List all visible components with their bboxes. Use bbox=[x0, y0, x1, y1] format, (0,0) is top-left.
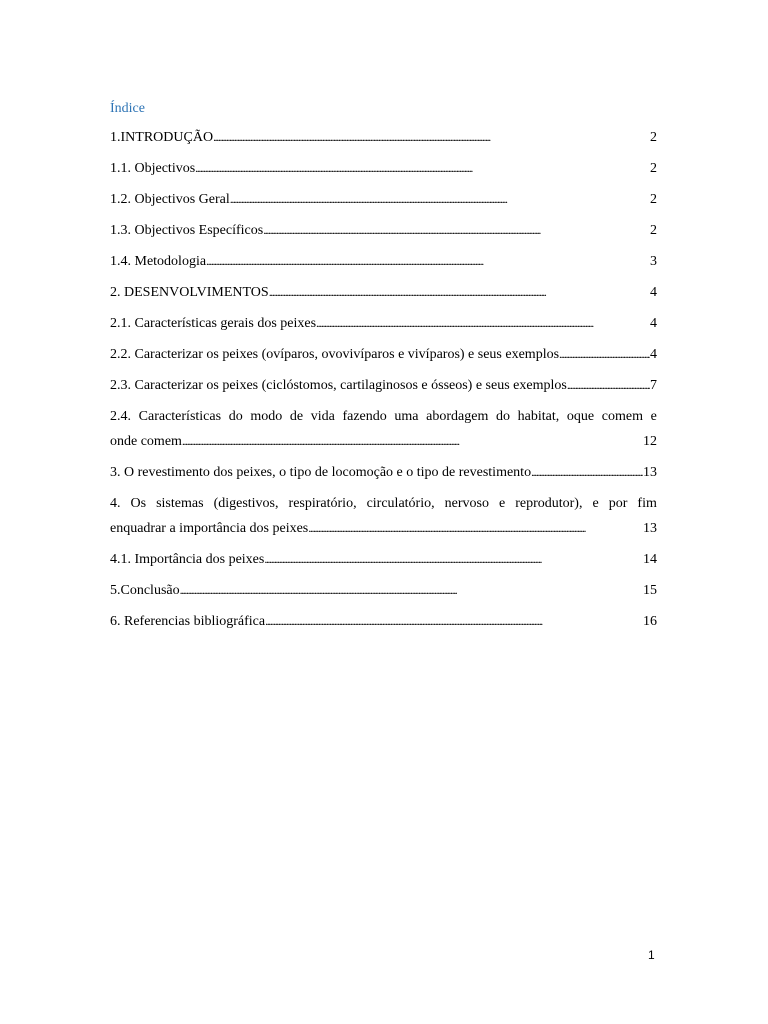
toc-leader-dots bbox=[182, 429, 643, 454]
toc-entry[interactable] bbox=[110, 218, 657, 243]
toc-entry[interactable] bbox=[110, 404, 657, 454]
toc-entry-page: 2 bbox=[650, 223, 657, 238]
toc-word: (digestivos, bbox=[213, 496, 279, 511]
toc-entry[interactable] bbox=[110, 280, 657, 305]
toc-entry[interactable] bbox=[110, 547, 657, 572]
toc-entry[interactable] bbox=[110, 373, 657, 398]
toc-entry-title: 2.2. Caracterizar os peixes (ovíparos, ovovivíparos e vivíparos) e seus exemplos bbox=[110, 347, 560, 362]
toc-entry[interactable] bbox=[110, 609, 657, 634]
toc-leader-dots bbox=[206, 249, 650, 274]
toc-word: nervoso bbox=[444, 496, 489, 511]
toc-entry[interactable] bbox=[110, 156, 657, 181]
toc-entry-title: 1.1. Objectivos bbox=[110, 161, 196, 176]
toc-word: oque bbox=[566, 409, 595, 424]
toc-word: e bbox=[650, 409, 657, 424]
toc-entry[interactable] bbox=[110, 125, 657, 150]
toc-entry[interactable] bbox=[110, 342, 657, 367]
toc-leader-dots bbox=[263, 218, 650, 243]
toc-word: sistemas bbox=[156, 496, 204, 511]
toc-entry-title-line-2: enquadrar a importância dos peixes bbox=[110, 521, 309, 536]
toc-word: reprodutor), bbox=[515, 496, 583, 511]
toc-word: comem bbox=[601, 409, 643, 424]
toc-entry-page: 13 bbox=[643, 521, 657, 536]
toc-entry-title: 2.3. Caracterizar os peixes (ciclóstomos, cartilaginosos e ósseos) e seus exemplos bbox=[110, 378, 567, 393]
toc-leader-dots bbox=[180, 578, 643, 603]
toc-leader-dots bbox=[230, 187, 650, 212]
toc-leader-dots bbox=[265, 609, 643, 634]
toc-leader-dots bbox=[264, 547, 643, 572]
toc-entry[interactable] bbox=[110, 187, 657, 212]
toc-entry[interactable] bbox=[110, 578, 657, 603]
toc-word: circulatório, bbox=[366, 496, 435, 511]
toc-word: 2.4. bbox=[110, 409, 131, 424]
toc-leader-dots bbox=[213, 125, 650, 150]
toc-entry-title: 2. DESENVOLVIMENTOS bbox=[110, 285, 269, 300]
toc-word: e bbox=[592, 496, 599, 511]
toc-word: do bbox=[496, 409, 511, 424]
toc-leader-dots bbox=[195, 156, 650, 181]
toc-entry-page: 2 bbox=[650, 161, 657, 176]
toc-word: respiratório, bbox=[288, 496, 357, 511]
toc-entry-title-line-1 bbox=[110, 491, 657, 516]
toc-entry-page: 4 bbox=[650, 285, 657, 300]
table-of-contents bbox=[110, 125, 657, 640]
toc-leader-dots bbox=[567, 373, 650, 398]
toc-word: do bbox=[228, 409, 243, 424]
toc-entry-title-line-2: onde comem bbox=[110, 434, 182, 449]
toc-entry-title: 1.2. Objectivos Geral bbox=[110, 192, 230, 207]
toc-word: Características bbox=[138, 409, 222, 424]
toc-entry-title: 6. Referencias bibliográfica bbox=[110, 614, 266, 629]
toc-word: e bbox=[498, 496, 506, 511]
toc-entry-page: 16 bbox=[643, 614, 657, 629]
toc-leader-dots bbox=[269, 280, 650, 305]
toc-word: habitat, bbox=[517, 409, 560, 424]
toc-entry-page: 14 bbox=[643, 552, 657, 567]
toc-entry-title: 2.1. Características gerais dos peixes bbox=[110, 316, 317, 331]
toc-entry-page: 12 bbox=[643, 434, 657, 449]
toc-entry-title: 3. O revestimento dos peixes, o tipo de locomoção e o tipo de revestimento bbox=[110, 465, 532, 480]
toc-leader-dots bbox=[316, 311, 650, 336]
toc-word: de bbox=[289, 409, 304, 424]
toc-entry-title: 5.Conclusão bbox=[110, 583, 180, 598]
toc-entry-title: 1.3. Objectivos Específicos bbox=[110, 223, 264, 238]
toc-entry[interactable] bbox=[110, 491, 657, 541]
toc-entry[interactable] bbox=[110, 311, 657, 336]
toc-entry-page: 15 bbox=[643, 583, 657, 598]
toc-entry-page: 7 bbox=[650, 378, 657, 393]
toc-entry-page: 3 bbox=[650, 254, 657, 269]
toc-entry-title: 1.4. Metodologia bbox=[110, 254, 207, 269]
toc-entry-page: 2 bbox=[650, 130, 657, 145]
toc-entry-title-line-1 bbox=[110, 404, 657, 429]
toc-word: Os bbox=[130, 496, 147, 511]
page-number: 1 bbox=[648, 948, 655, 962]
toc-entry-page: 4 bbox=[650, 347, 657, 362]
toc-word: modo bbox=[250, 409, 283, 424]
toc-entry[interactable] bbox=[110, 249, 657, 274]
toc-leader-dots bbox=[308, 516, 643, 541]
toc-entry-title: 4.1. Importância dos peixes bbox=[110, 552, 265, 567]
toc-word: por bbox=[608, 496, 628, 511]
toc-word: fim bbox=[637, 496, 657, 511]
toc-entry-page: 2 bbox=[650, 192, 657, 207]
toc-entry-page: 13 bbox=[643, 465, 657, 480]
toc-word: abordagem bbox=[426, 409, 489, 424]
toc-entry-title: 1.INTRODUÇÃO bbox=[110, 130, 214, 145]
toc-word: vida bbox=[310, 409, 335, 424]
toc-heading: Índice bbox=[110, 101, 145, 116]
toc-leader-dots bbox=[559, 342, 650, 367]
toc-entry[interactable] bbox=[110, 460, 657, 485]
toc-entry-page: 4 bbox=[650, 316, 657, 331]
toc-word: uma bbox=[394, 409, 419, 424]
toc-word: fazendo bbox=[342, 409, 387, 424]
toc-word: 4. bbox=[110, 496, 121, 511]
toc-leader-dots bbox=[531, 460, 643, 485]
